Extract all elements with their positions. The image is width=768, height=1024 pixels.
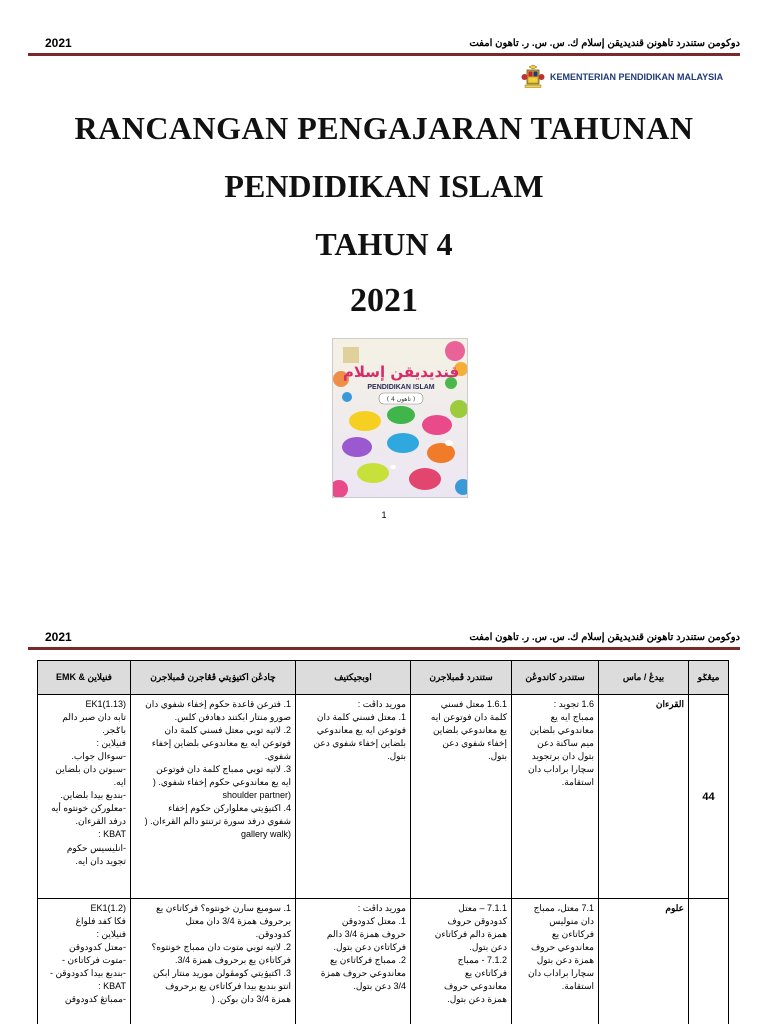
cell-text-line: دان منوليس bbox=[549, 916, 594, 927]
cell-text-line: همزة دعن بتول bbox=[536, 955, 594, 966]
cell-objective bbox=[296, 695, 411, 899]
cell-text-line: -سوءال جواب. bbox=[71, 751, 126, 762]
cell-text-line: بتول. bbox=[488, 751, 507, 762]
cover-book-year-label: ( تاهون 4 ) bbox=[386, 396, 416, 403]
cell-text-line: همزة 3/4 دان بوكن. ( bbox=[211, 994, 291, 1005]
header-document-title: دوكومن ستندرد تاهونن قنديديقن إسلام ك. س. س. ر. تاهون امفت bbox=[469, 38, 740, 49]
cell-text-line: انتو بندبع بيدا فركاتاءن يع برحروف bbox=[165, 981, 291, 992]
column-header-learning-standard: ستندرد ڤمبلاجرن bbox=[411, 661, 512, 695]
cell-text-line: فنيلاين : bbox=[96, 929, 126, 940]
cell-text-line: 3. لاتيه توبي ممباج كلمة دان فوتوعن bbox=[156, 764, 291, 775]
cell-text-line: -سبوتن دان بلضاين bbox=[55, 764, 126, 775]
cell-text-line: (shoulder partner bbox=[222, 790, 291, 801]
column-header-emk: EMK & فنيلاين bbox=[38, 661, 131, 695]
plan-table-page bbox=[0, 612, 768, 1024]
cell-text-line: همزة دعن بتول. bbox=[447, 994, 507, 1005]
cell-objective bbox=[296, 899, 411, 1024]
column-header-objective: اوبجيكتيف bbox=[296, 661, 411, 695]
cell-text-line: كدودوقن حروف bbox=[447, 916, 507, 927]
cell-text-line: سچارا براداب دان bbox=[527, 764, 594, 775]
cell-text-line: 1.6.1 معتل فسني bbox=[440, 699, 507, 709]
cell-text-line: KBAT : bbox=[98, 829, 126, 840]
cell-text-line: موريد داڤت : bbox=[357, 699, 406, 709]
document-title-line-1: RANCANGAN PENGAJARAN TAHUNAN bbox=[74, 110, 694, 146]
cell-text-line: شفوي درفد سورة ترتنتو دالم القرءان. ( bbox=[144, 816, 291, 827]
cell-text-line: فوتوعن ايه يع معاندوعي بلضاين إخفاء bbox=[151, 738, 291, 749]
cell-text-line: حروف همزة 3/4 دالم bbox=[326, 929, 406, 940]
cell-text-line: دعن بتول. bbox=[469, 942, 507, 953]
cell-text-line: 7.1 معتل، ممباج bbox=[533, 903, 594, 913]
cell-text-line: بتول. bbox=[387, 751, 406, 762]
cell-text-line: KBAT : bbox=[98, 981, 126, 992]
cell-text-line: فركاتاءن يع bbox=[464, 968, 507, 979]
header-year: 2021 bbox=[45, 36, 72, 50]
cell-text-line: (gallery walk bbox=[240, 829, 291, 840]
cell-emk bbox=[38, 899, 131, 1024]
column-header-activities: چادڠن اكتيۏيتي ڤڠاجرن ڤمبلاجرن bbox=[131, 661, 296, 695]
document-title-line-3: TAHUN 4 bbox=[315, 226, 453, 262]
cell-text-line: باݢجر. bbox=[102, 725, 126, 736]
cell-text-line: فوتوعن ايه يع معاندوعي bbox=[316, 725, 406, 736]
document-title-line-2: PENDIDIKAN ISLAM bbox=[224, 168, 544, 204]
cell-text-line: إخفاء شفوي دعن bbox=[442, 738, 507, 749]
header-year: 2021 bbox=[45, 630, 72, 644]
column-header-week: ميڠݢو bbox=[689, 661, 729, 695]
cell-text-line: كدودوقن. bbox=[255, 929, 291, 940]
page-number: 1 bbox=[381, 510, 387, 520]
cell-text-line: يع معاندوعي بلضاين bbox=[432, 725, 507, 736]
cell-text-line: استقامة. bbox=[561, 777, 594, 788]
cell-emk bbox=[38, 695, 131, 899]
cell-text-line: سچارا براداب دان bbox=[527, 968, 594, 979]
cell-text-line: فركاتاءن يع برحروف همزة 3/4. bbox=[174, 955, 291, 966]
cell-text-line: بلضاين إخفاء شفوي دعن bbox=[313, 738, 406, 749]
cell-text-line: ايه. bbox=[113, 777, 126, 788]
cell-text-line: معاندوعي بلضاين bbox=[529, 725, 594, 736]
cell-text-line: 3. اكتيۏيتي كومڤولن موريد منتار ابكن bbox=[153, 968, 291, 979]
cell-text-line: 3/4 دعن بتول. bbox=[353, 981, 406, 992]
table-row bbox=[38, 695, 729, 899]
cell-text-line: معاندوعي حروف bbox=[443, 981, 507, 992]
cell-text-line: -معتل كدودوقن bbox=[68, 942, 126, 953]
textbook-cover-illustration bbox=[333, 339, 468, 498]
cell-text-line: ميم ساكنة دعن bbox=[537, 738, 594, 749]
cover-book-title-jawi: قنديديقن إسلام bbox=[342, 363, 460, 381]
cell-text-line: استقامة. bbox=[561, 981, 594, 992]
cell-text-line: 1. معتل فسني كلمة دان bbox=[316, 712, 406, 723]
cell-text-line: 2. لاتيه توبي معتل فسني كلمة دان bbox=[164, 725, 291, 736]
column-header-content-standard: ستندرد كاندوڠن bbox=[512, 661, 599, 695]
cell-text-line: تجويد دان ايه. bbox=[75, 855, 126, 866]
cell-text-line: 1. سومبع سارن خونتوه؟ فركاتاءن يع bbox=[155, 903, 291, 913]
cell-text-line: معاندوعي حروف bbox=[530, 942, 594, 953]
cell-text-line: همزة دالم فركاتاءن bbox=[434, 929, 507, 940]
cell-text-line: فركاتاءن دعن بتول. bbox=[333, 942, 406, 953]
cover-book-title-latin: PENDIDIKAN ISLAM bbox=[367, 384, 435, 391]
cell-learning-standard bbox=[411, 695, 512, 899]
cell-activities bbox=[131, 695, 296, 899]
cell-text-line: برحروف همزة 3/4 دان معتل bbox=[185, 916, 291, 927]
cell-text-line: -بندبع بيدا بلضاين. bbox=[60, 790, 126, 801]
cell-text-line: 7.1.1 – معتل bbox=[458, 903, 507, 913]
cell-text-line: 1. فترعن قاعدة حكوم إخفاء شفوي دان bbox=[145, 699, 291, 709]
cell-text-line: صورو منتار ابكتند دهادفن كلس. bbox=[174, 712, 291, 723]
cell-text-line: تابه دان صبر دالم bbox=[62, 712, 126, 723]
cell-text-line: درفد القرءان. bbox=[75, 816, 126, 827]
cell-text-line: فكا كفد فلواغ bbox=[75, 916, 126, 927]
cell-text-line: -معلوركن خونتوه أيه bbox=[51, 803, 126, 814]
cell-area: علوم bbox=[599, 899, 689, 1024]
cell-learning-standard bbox=[411, 899, 512, 1024]
cell-text-line: 4. اكتيۏيتي معلواركن حكوم إخفاء bbox=[168, 803, 291, 814]
header-document-title: دوكومن ستندرد تاهونن قنديديقن إسلام ك. س. س. ر. تاهون امفت bbox=[469, 632, 740, 643]
cell-week: 44 bbox=[689, 695, 729, 899]
document-title-year: 2021 bbox=[350, 282, 418, 319]
cell-text-line: 1. معتل كدودوقن bbox=[341, 916, 406, 927]
cell-text-line: فركاتاءن يع bbox=[551, 929, 594, 940]
cell-text-line: EK1(1.13) bbox=[85, 699, 126, 709]
cell-text-line: -ممباتڠ كدودوقن bbox=[64, 994, 126, 1005]
cell-text-line: -انليسيس حكوم bbox=[66, 842, 126, 853]
cell-text-line: شفوي. bbox=[264, 751, 291, 762]
cell-text-line: ممباج ايه يع bbox=[550, 712, 594, 723]
cell-text-line: 2. لاتيه توبي متوت دان ممباج خونتوه؟ bbox=[151, 942, 291, 953]
cell-text-line: 1.6 تجويد : bbox=[553, 699, 594, 709]
malaysia-crest-icon bbox=[520, 64, 546, 90]
column-header-area: بيدڠ / ماس bbox=[599, 661, 689, 695]
cell-text-line: 2. ممباج فركاتاءن يع bbox=[330, 955, 406, 966]
ministry-name: KEMENTERIAN PENDIDIKAN MALAYSIA bbox=[550, 72, 724, 82]
cell-content-standard bbox=[512, 899, 599, 1024]
cell-text-line: ايه يع معاندوعي حكوم إخفاء شفوي. ( bbox=[152, 777, 291, 788]
table-header-row bbox=[38, 661, 729, 695]
header-rule bbox=[28, 53, 740, 56]
cell-text-line: بتول دان برتجويد bbox=[531, 751, 594, 762]
header-rule bbox=[28, 647, 740, 650]
ministry-banner bbox=[520, 64, 723, 90]
cell-content-standard bbox=[512, 695, 599, 899]
cell-text-line: موريد داڤت : bbox=[357, 903, 406, 913]
textbook-cover-image bbox=[332, 338, 468, 498]
cell-area: القرءان bbox=[599, 695, 689, 899]
cell-activities bbox=[131, 899, 296, 1024]
table-row bbox=[38, 899, 729, 1024]
cell-text-line: معاندوعي حروف همزة bbox=[320, 968, 406, 979]
cell-text-line: -متوت فركاتاءن - bbox=[61, 955, 126, 966]
cell-text-line: EK1(1.2) bbox=[90, 903, 126, 913]
cell-text-line: -بندبع بيدا كدودوقن - bbox=[49, 968, 126, 979]
cell-text-line: فنيلاين : bbox=[96, 738, 126, 749]
cell-text-line: كلمة دان فوتوعن ايه bbox=[430, 712, 507, 723]
annual-teaching-plan-table bbox=[37, 660, 729, 1024]
cell-week bbox=[689, 899, 729, 1024]
cell-text-line: 7.1.2 - ممباج bbox=[457, 955, 507, 966]
